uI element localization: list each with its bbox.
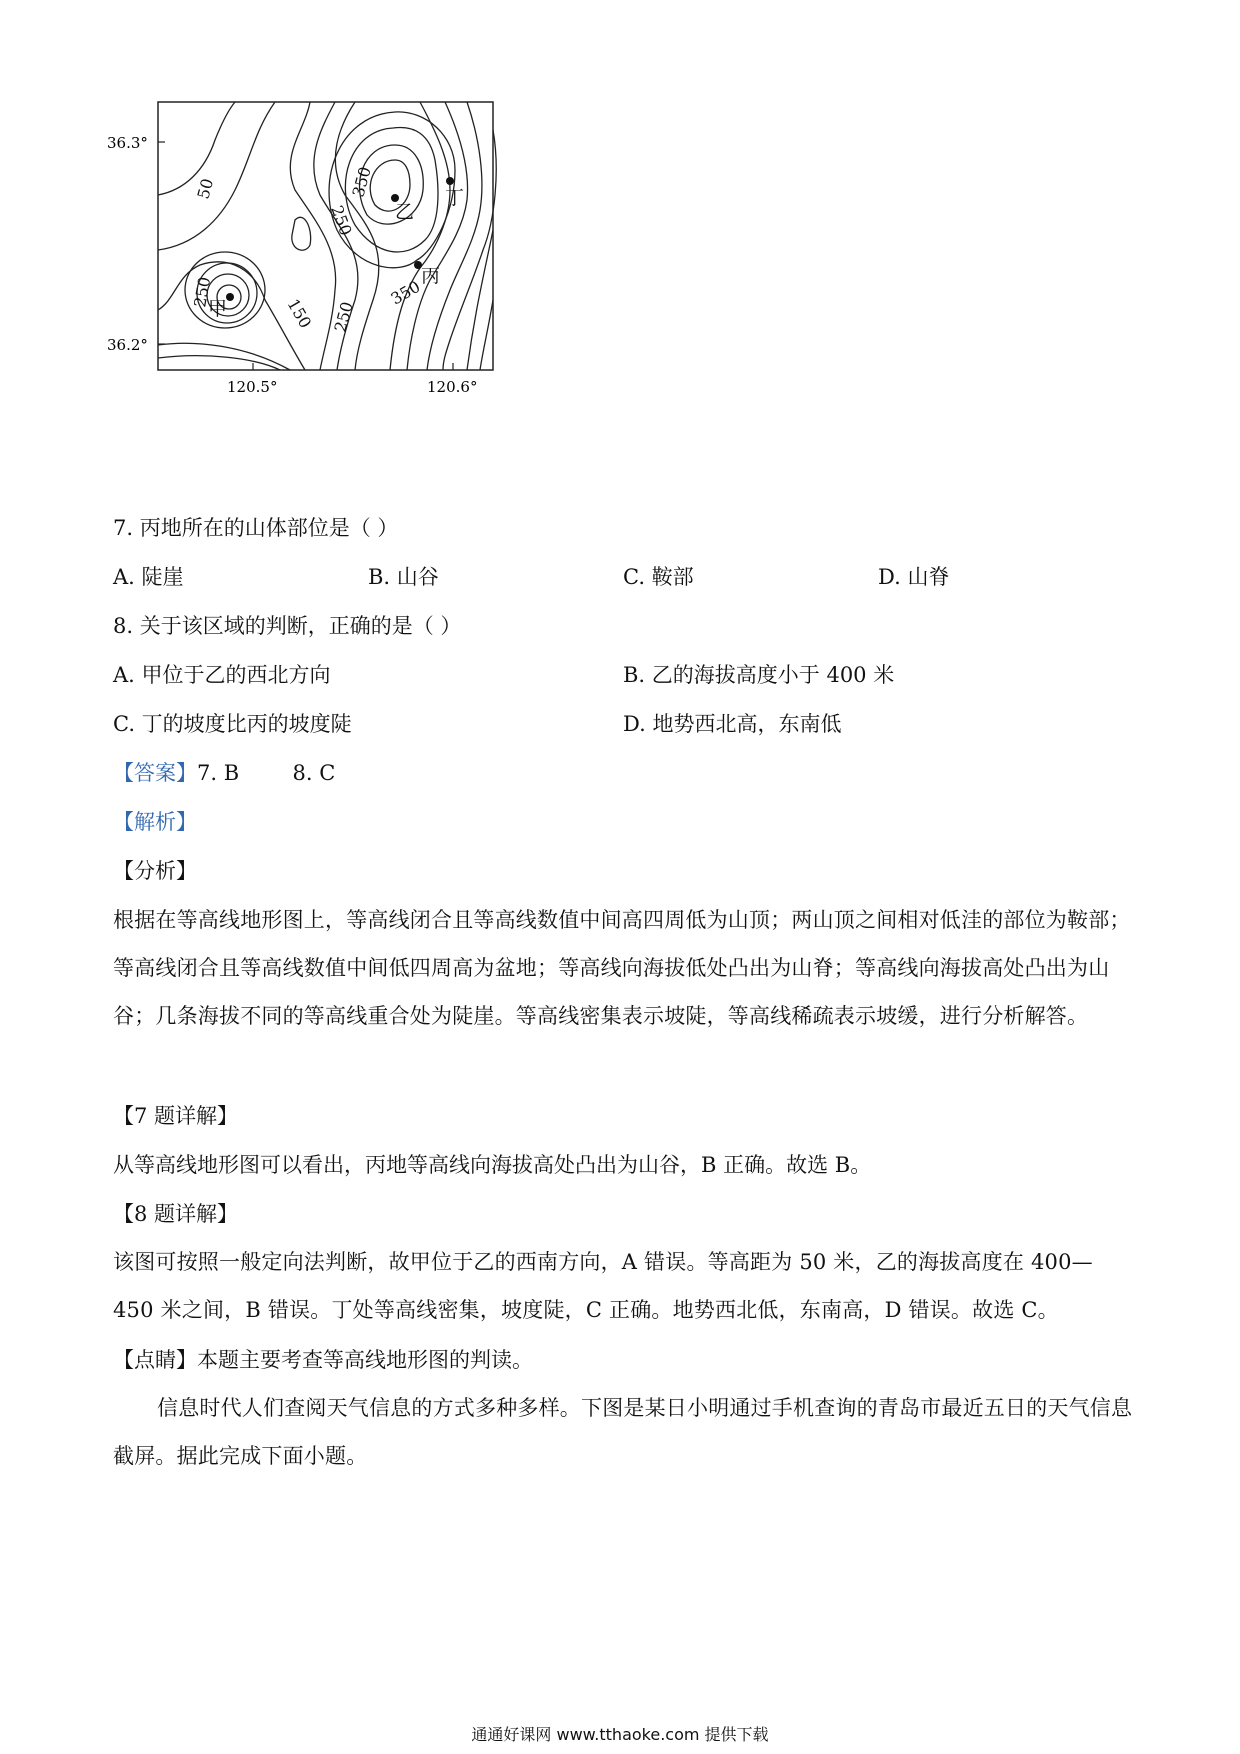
dianjing-line (113, 1346, 533, 1374)
q8-option-a: A. 甲位于乙的西北方向 (113, 663, 331, 687)
contour-lines (158, 102, 496, 370)
q7-detail-text: 从等高线地形图可以看出，丙地等高线向海拔高处凸出为山谷，B 正确。故选 B。 (113, 1153, 872, 1177)
q8-detail-text: 该图可按照一般定向法判断，故甲位于乙的西南方向，A 错误。等高距为 50 米，乙的海拔高度在 400—450 米之间，B 错误。丁处等高线密集，坡度陡，C 正确。地势西北低，东南高，D 错误。故选 C。 (113, 1250, 1093, 1322)
dianjing-text: 本题主要考查等高线地形图的判读。 (197, 1348, 533, 1372)
contour-label: 250 (330, 299, 357, 335)
contour-map-figure (105, 100, 575, 450)
q7-option-d: D. 山脊 (878, 565, 950, 589)
q8-option-b: B. 乙的海拔高度小于 400 米 (623, 663, 895, 687)
point-label-jia: 甲 (208, 298, 228, 320)
contour-label: 250 (190, 275, 215, 309)
contour-label: 250 (327, 202, 356, 239)
q7-option-a: A. 陡崖 (113, 565, 184, 589)
contour-label: 350 (348, 164, 375, 200)
lat-label-362: 36.2° (107, 336, 148, 354)
lon-label-1205: 120.5° (227, 378, 278, 396)
q8-detail-title: 【8 题详解】 (113, 1202, 239, 1226)
point-label-ding: 丁 (445, 187, 465, 209)
q8-option-c: C. 丁的坡度比丙的坡度陡 (113, 712, 352, 736)
fenxi-title: 【分析】 (113, 859, 197, 883)
q7-option-b: B. 山谷 (368, 565, 439, 589)
point-ding (446, 177, 454, 185)
analysis-tag: 【解析】 (113, 810, 197, 834)
point-label-bing: 丙 (421, 265, 441, 287)
dianjing-title: 【点睛】 (113, 1348, 197, 1372)
contour-label: 150 (283, 295, 316, 332)
question-8-stem: 8. 关于该区域的判断，正确的是（ ） (113, 614, 462, 638)
answer-tag: 【答案】 (113, 761, 197, 785)
lat-label-363: 36.3° (107, 134, 148, 152)
lon-label-1206: 120.6° (427, 378, 478, 396)
q7-option-c: C. 鞍部 (623, 565, 694, 589)
answer-text: 7. B 8. C (197, 761, 336, 785)
next-intro-text: 信息时代人们查阅天气信息的方式多种多样。下图是某日小明通过手机查询的青岛市最近五日的天气信息截屏。据此完成下面小题。 (113, 1396, 1133, 1468)
contour-label: 50 (193, 176, 218, 202)
question-7-stem: 7. 丙地所在的山体部位是（ ） (113, 516, 399, 540)
contour-label: 350 (387, 276, 424, 309)
point-label-yi: 乙 (395, 201, 415, 223)
q8-option-d: D. 地势西北高，东南低 (623, 712, 842, 736)
q7-detail-title: 【7 题详解】 (113, 1104, 239, 1128)
answer-line (113, 759, 335, 787)
contour-map (105, 100, 575, 450)
map-frame (158, 102, 493, 370)
page-footer: 通通好课网 www.tthaoke.com 提供下载 (471, 1725, 769, 1744)
point-jia (226, 293, 234, 301)
fenxi-text: 根据在等高线地形图上，等高线闭合且等高线数值中间高四周低为山顶；两山顶之间相对低洼的部位为鞍部；等高线闭合且等高线数值中间低四周高为盆地；等高线向海拔低处凸出为山脊；等高线向海拔高处凸出为山谷；几条海拔不同的等高线重合处为陡崖。等高线密集表示坡陡，等高线稀疏表示坡缓，进行分析解答。 (113, 908, 1131, 1028)
